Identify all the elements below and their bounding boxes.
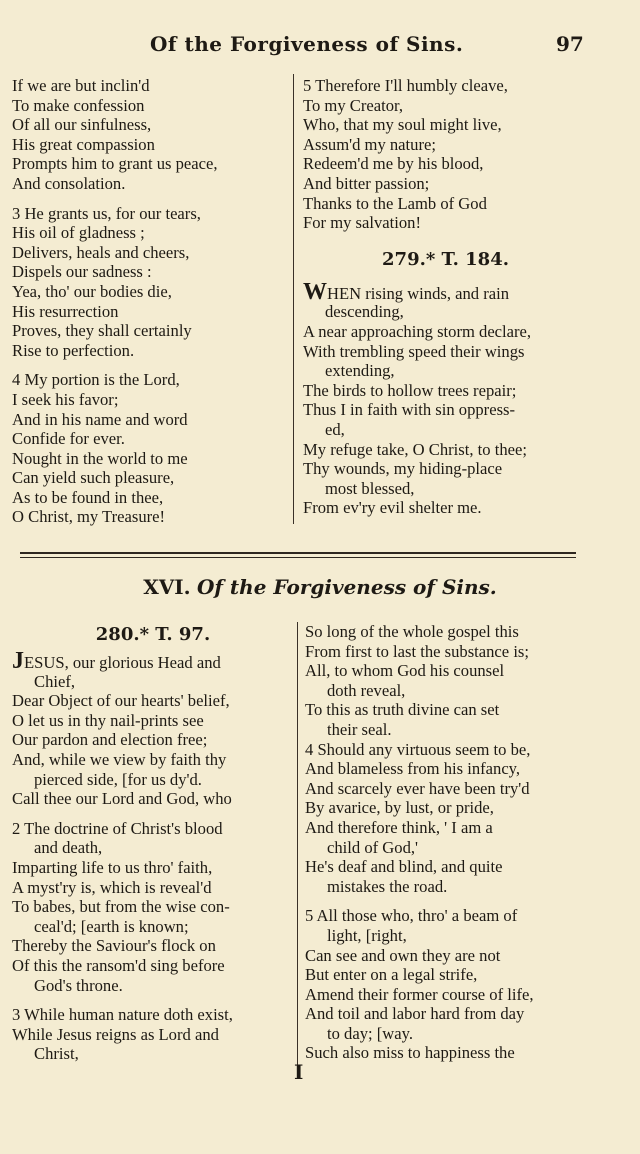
hymn-heading: 279.* T. 184. <box>382 248 509 270</box>
verse-line: His great compassion <box>12 134 155 154</box>
verse-line: Amend their former course of life, <box>305 984 534 1004</box>
verse-line: light, [right, <box>327 925 407 945</box>
verse-line: Redeem'd me by his blood, <box>303 154 484 174</box>
verse-line: Can see and own they are not <box>305 945 501 965</box>
stanza-gap <box>12 194 282 204</box>
verse-line: O let us in thy nail-prints see <box>12 710 204 730</box>
verse-line: most blessed, <box>325 478 415 498</box>
column-divider <box>297 622 298 1072</box>
verse-line: As to be found in thee, <box>12 487 164 507</box>
stanza-gap <box>12 995 294 1005</box>
stanza-gap <box>12 809 294 819</box>
verse-line: His resurrection <box>12 301 119 321</box>
signature-mark: I <box>294 1060 304 1084</box>
verse-line: ceal'd; [earth is known; <box>34 916 189 936</box>
section-rule-thin <box>20 557 576 558</box>
verse-line: Prompts him to grant us peace, <box>12 154 218 174</box>
verse-line: To my Creator, <box>303 95 404 115</box>
top-right-column <box>303 76 588 518</box>
stanza-gap <box>12 360 282 370</box>
section-heading: Of the Forgiveness of Sins. <box>196 575 497 599</box>
verse-line: His oil of gladness ; <box>12 223 145 243</box>
verse-line: child of God,' <box>327 837 419 857</box>
verse-line: A near approaching storm declare, <box>303 321 532 341</box>
verse-line: Of this the ransom'd sing before <box>12 955 225 975</box>
verse-line: And in his name and word <box>12 409 188 429</box>
verse-line: And consolation. <box>12 173 126 193</box>
first-line-text: ESUS, our glorious Head and <box>24 653 221 672</box>
verse-line: Our pardon and election free; <box>12 730 208 750</box>
running-title: Of the Forgiveness of Sins. <box>150 32 464 56</box>
first-line-text: HEN rising winds, and rain <box>327 283 510 303</box>
verse-line: 2 The doctrine of Christ's blood <box>12 818 223 838</box>
verse-line: descending, <box>325 302 404 322</box>
verse-line: 4 My portion is the Lord, <box>12 370 180 390</box>
verse-line: Can yield such pleasure, <box>12 468 175 488</box>
verse-line: To babes, but from the wise con- <box>12 897 230 917</box>
verse-line: Call thee our Lord and God, who <box>12 789 232 809</box>
verse-line: So long of the whole gospel this <box>305 622 519 641</box>
verse-line: Confide for ever. <box>12 429 125 449</box>
verse-line: If we are but inclin'd <box>12 76 150 95</box>
verse-line: All, to whom God his counsel <box>305 661 505 681</box>
verse-line: their seal. <box>327 719 392 739</box>
verse-line: Christ, <box>34 1044 79 1064</box>
verse-line: Delivers, heals and cheers, <box>12 242 190 262</box>
section-rule <box>20 552 576 554</box>
verse-line: And therefore think, ' I am a <box>305 817 493 837</box>
verse-line: pierced side, [for us dy'd. <box>34 769 202 789</box>
verse-line: And blameless from his infancy, <box>305 759 521 779</box>
verse-line: I seek his favor; <box>12 389 119 409</box>
verse-line: The birds to hollow trees repair; <box>303 380 517 400</box>
verse-line: 3 He grants us, for our tears, <box>12 203 201 223</box>
verse-line: For my salvation! <box>303 213 421 233</box>
verse-line: O Christ, my Treasure! <box>12 507 166 527</box>
verse-line: ed, <box>325 419 345 439</box>
verse-line: Thus I in faith with sin oppress- <box>303 400 516 420</box>
verse-line: Of all our sinfulness, <box>12 115 152 135</box>
verse-line: Dispels our sadness : <box>12 262 152 282</box>
hymn-heading: 280.* T. 97. <box>95 624 211 645</box>
verse-line: Proves, they shall certainly <box>12 321 192 341</box>
verse-line: Nought in the world to me <box>12 448 188 468</box>
verse-line: And toil and labor hard from day <box>305 1004 525 1024</box>
verse-line: By avarice, by lust, or pride, <box>305 798 494 818</box>
verse-line: Assum'd my nature; <box>303 134 436 154</box>
verse-line: To this as truth divine can set <box>305 700 500 720</box>
verse-line: Rise to perfection. <box>12 340 135 360</box>
verse-line: Dear Object of our hearts' belief, <box>12 691 230 711</box>
stanza-gap <box>305 896 588 906</box>
verse-line: 5 All those who, thro' a beam of <box>305 906 518 926</box>
drop-cap: J <box>12 648 24 674</box>
verse-line: doth reveal, <box>327 680 406 700</box>
verse-line: Who, that my soul might live, <box>303 115 502 135</box>
verse-line: Thy wounds, my hiding-place <box>303 459 503 479</box>
verse-line: 5 Therefore I'll humbly cleave, <box>303 76 508 95</box>
verse-line: Chief, <box>34 671 76 691</box>
verse-line: Thereby the Saviour's flock on <box>12 936 216 956</box>
verse-line: Imparting life to us thro' faith, <box>12 857 213 877</box>
bottom-left-column <box>12 620 294 1064</box>
section-title <box>0 575 640 599</box>
verse-line: and death, <box>34 838 103 858</box>
verse-line: And bitter passion; <box>303 173 430 193</box>
verse-first-line <box>303 278 588 305</box>
verse-line: A myst'ry is, which is reveal'd <box>12 877 212 897</box>
drop-cap: W <box>303 278 327 305</box>
verse-line: From first to last the substance is; <box>305 641 529 661</box>
verse-line: But enter on a legal strife, <box>305 965 478 985</box>
verse-line: And scarcely ever have been try'd <box>305 778 530 798</box>
section-number: XVI. <box>143 575 191 599</box>
verse-line: 3 While human nature doth exist, <box>12 1005 233 1025</box>
verse-line: My refuge take, O Christ, to thee; <box>303 439 527 459</box>
column-divider <box>293 74 294 524</box>
verse-line: Such also miss to happiness the <box>305 1043 515 1063</box>
verse-line: While Jesus reigns as Lord and <box>12 1024 219 1044</box>
verse-line: 4 Should any virtuous seem to be, <box>305 739 531 759</box>
top-left-column <box>12 76 282 527</box>
verse-line: extending, <box>325 361 395 381</box>
verse-line: to day; [way. <box>327 1023 414 1043</box>
page-number: 97 <box>556 32 584 56</box>
verse-line: To make confession <box>12 95 145 115</box>
verse-line: And, while we view by faith thy <box>12 749 227 769</box>
verse-line: Thanks to the Lamb of God <box>303 193 487 213</box>
verse-line: With trembling speed their wings <box>303 341 525 361</box>
verse-line: God's throne. <box>34 975 123 995</box>
verse-line: mistakes the road. <box>327 876 448 896</box>
verse-line: From ev'ry evil shelter me. <box>303 498 482 518</box>
verse-line: Yea, tho' our bodies die, <box>12 281 172 301</box>
verse-first-line <box>12 648 294 674</box>
verse-line: He's deaf and blind, and quite <box>305 857 503 877</box>
running-head <box>0 32 640 62</box>
bottom-right-column <box>305 622 588 1063</box>
